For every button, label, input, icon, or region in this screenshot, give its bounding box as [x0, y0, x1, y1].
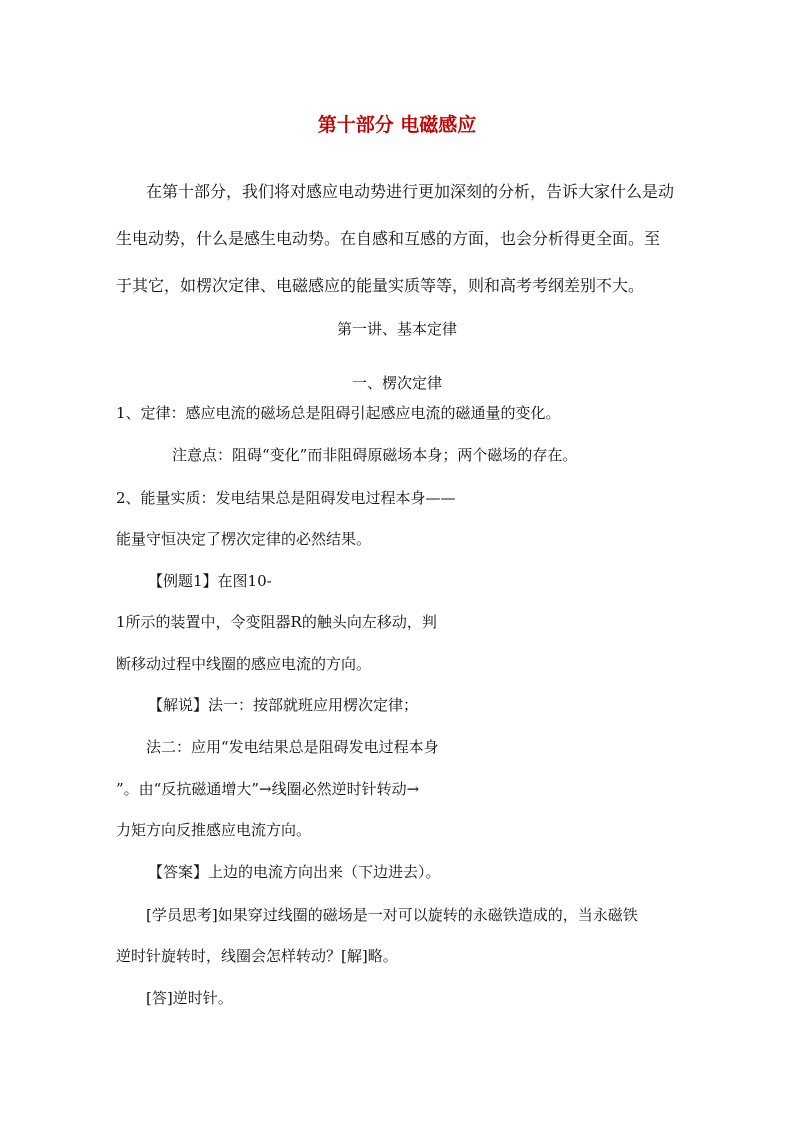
note-line: 注意点：阻碍“变化”而非阻碍原磁场本身；两个磁场的存在。 [172, 446, 578, 464]
intro-paragraph [116, 168, 682, 309]
example-line: 1所示的装置中，令变阻器R的触头向左移动，判 [116, 613, 437, 631]
intro-line: 生电动势，什么是感生电动势。在自感和互感的方面，也会分析得更全面。至 [116, 229, 661, 248]
student-question-line: [学员思考]如果穿过线圈的磁场是一对可以旋转的永磁铁造成的，当永磁铁 [146, 906, 638, 924]
solution-line: 力矩方向反推感应电流方向。 [116, 821, 312, 839]
section-heading: 一、楞次定律 [351, 374, 442, 392]
example-line: 【例题1】在图10- [148, 572, 272, 590]
energy-line: 能量守恒决定了楞次定律的必然结果。 [116, 530, 372, 548]
solution-line: 【解说】法一：按部就班应用楞次定律； [148, 696, 419, 714]
example-line: 断移动过程中线圈的感应电流的方向。 [116, 655, 372, 673]
page-title: 第十部分 电磁感应 [317, 114, 477, 136]
intro-line: 在第十部分，我们将对感应电动势进行更加深刻的分析，告诉大家什么是动 [146, 182, 675, 201]
energy-line: 2、能量实质：发电结果总是阻碍发电过程本身—— [116, 489, 456, 507]
law-statement: 1、定律：感应电流的磁场总是阻碍引起感应电流的磁通量的变化。 [116, 404, 561, 422]
student-question-line: 逆时针旋转时，线圈会怎样转动？[解]略。 [116, 947, 398, 965]
answer-line: 【答案】上边的电流方向出来（下边进去）。 [148, 863, 441, 881]
intro-line: 于其它，如楞次定律、电磁感应的能量实质等等，则和高考考纲差别不大。 [116, 276, 645, 295]
solution-line: ”。由“反抗磁通增大”→线圈必然逆时针转动→ [116, 780, 420, 798]
solution-line: 法二：应用“发电结果总是阻碍发电过程本身 [146, 738, 439, 756]
lecture-heading: 第一讲、基本定律 [336, 320, 457, 338]
student-answer-line: [答]逆时针。 [146, 989, 233, 1007]
